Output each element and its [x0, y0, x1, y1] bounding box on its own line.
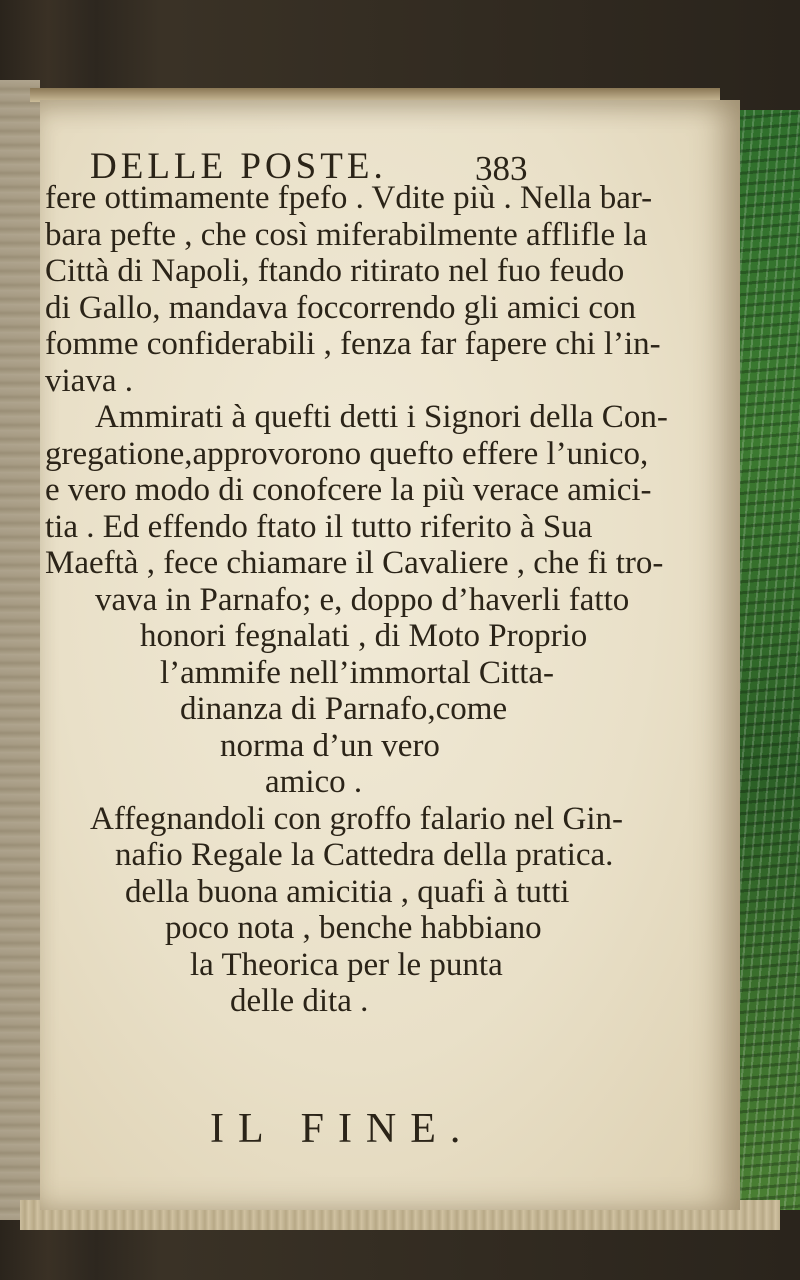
text-line: poco nota , benche habbiano — [165, 910, 542, 946]
text-line: della buona amicitia , quafi à tutti — [125, 873, 570, 910]
book-page — [40, 100, 740, 1210]
text-line: norma d’un vero — [220, 727, 440, 764]
running-head: DELLE POSTE. — [90, 146, 387, 187]
text-line: vava in Parnafo; e, doppo d’haverli fatto — [95, 581, 630, 618]
text-line: amico . — [265, 764, 363, 800]
text-line: e vero modo di conofcere la più verace amici- — [45, 472, 652, 508]
text-line: fomme confiderabili , fenza far fapere chi l’in- — [45, 326, 661, 362]
text-line: l’ammife nell’immortal Citta- — [160, 654, 555, 691]
facing-page-edge — [0, 80, 40, 1220]
text-line: dinanza di Parnafo,come — [180, 691, 508, 727]
page-number: 383 — [475, 149, 528, 188]
text-line: viava . — [45, 362, 133, 399]
text-line: Ammirati à quefti detti i Signori della Con- — [95, 399, 668, 435]
text-line: la Theorica per le punta — [190, 946, 503, 983]
text-line: nafio Regale la Cattedra della pratica. — [115, 837, 614, 873]
text-line: Maeftà , fece chiamare il Cavaliere , che fi tro- — [45, 545, 664, 581]
text-line: fere ottimamente fpefo . Vdite più . Nella bar- — [45, 180, 653, 216]
text-line: Città di Napoli, ftando ritirato nel fuo feudo — [45, 253, 625, 289]
finis-colophon: IL FINE. — [210, 1106, 475, 1152]
text-line: di Gallo, mandava foccorrendo gli amici con — [45, 289, 637, 326]
text-line: bara pefte , che così miferabilmente afflifle la — [45, 216, 648, 253]
text-line: gregatione,approvorono quefto effere l’unico, — [45, 435, 649, 472]
text-line: delle dita . — [230, 983, 369, 1019]
text-line: honori fegnalati , di Moto Proprio — [140, 618, 588, 654]
text-line: tia . Ed effendo ftato il tutto riferito à Sua — [45, 508, 593, 545]
text-line: Affegnandoli con groffo falario nel Gin- — [90, 800, 624, 837]
